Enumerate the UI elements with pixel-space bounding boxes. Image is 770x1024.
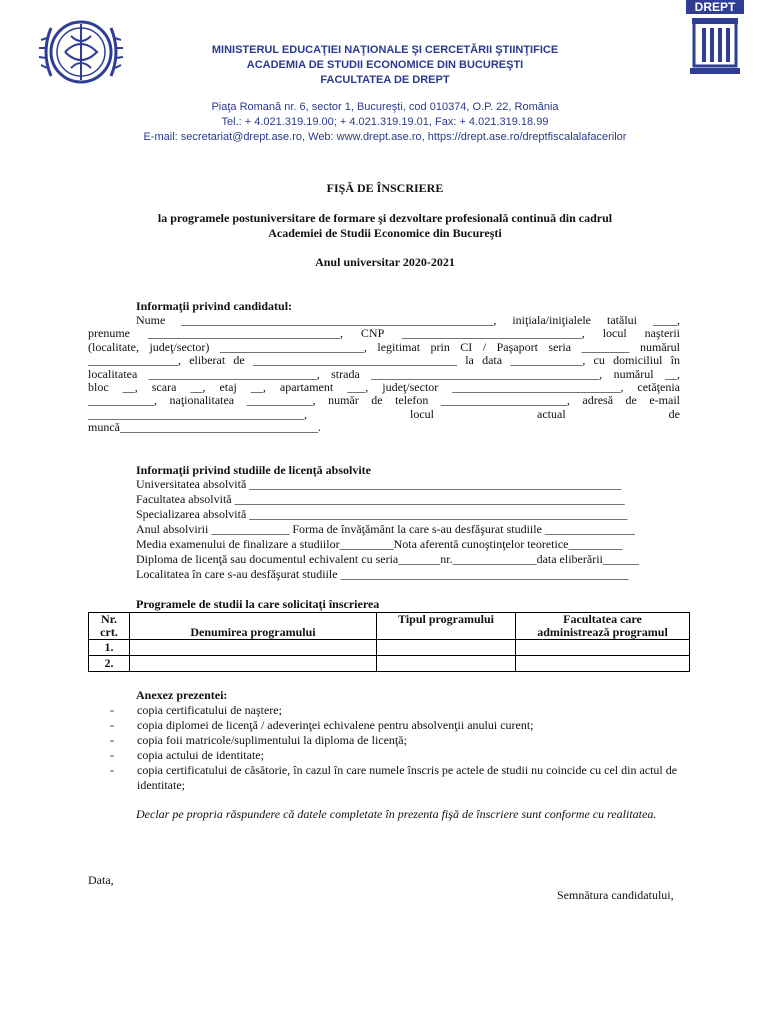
candidate-heading: Informaţii privind candidatul: — [136, 299, 293, 313]
faculty-name: FACULTATEA DE DREPT — [320, 74, 450, 86]
list-dash: - — [110, 718, 114, 732]
annex-item-text: copia certificatului de naştere; — [137, 703, 282, 717]
list-dash: - — [110, 733, 114, 747]
table-header-row — [89, 613, 690, 640]
program-name-cell[interactable] — [130, 640, 377, 656]
list-dash: - — [110, 748, 114, 762]
candidate-line: _______________, eliberat de __________________________________ la data ____________, cu domiciliul în — [88, 354, 680, 368]
studies-line: Diploma de licenţă sau documentul echivalent cu seria_______nr.______________data eliberării______ — [136, 552, 639, 566]
signature-label: Semnătura candidatului, — [557, 888, 674, 902]
declaration-text: Declar pe propria răspundere că datele completate în prezenta fişă de înscriere sunt conforme cu realitatea. — [136, 807, 657, 821]
programs-heading: Programele de studii la care solicitaţi înscrierea — [136, 597, 380, 611]
studies-heading: Informaţii privind studiile de licenţă absolvite — [136, 463, 372, 477]
candidate-line: ___________, naţionalitatea ___________, număr de telefon _____________________, adresă de e-mail — [88, 394, 680, 408]
programs-table — [88, 612, 690, 672]
program-name-cell[interactable] — [130, 656, 377, 672]
col-faculty-label-2: administrează programul — [537, 625, 668, 639]
annex-list — [110, 703, 690, 793]
studies-line: Localitatea în care s-au desfăşurat studiile ________________________________________________ — [136, 567, 629, 581]
program-type-cell[interactable] — [377, 640, 516, 656]
phone-line: Tel.: + 4.021.319.19.00; + 4.021.319.19.01, Fax: + 4.021.319.18.99 — [221, 116, 549, 128]
annex-item-text: copia foii matricole/suplimentului la diploma de licenţă; — [137, 733, 407, 747]
program-faculty-cell[interactable] — [516, 640, 690, 656]
list-item — [110, 748, 690, 763]
academy-name: ACADEMIA DE STUDII ECONOMICE DIN BUCUREŞTI — [246, 59, 524, 71]
col-nr-label: Nr. — [101, 612, 117, 626]
candidate-line: bloc __, scara __, etaj __, apartament ___, judeţ/sector ____________________________, cetăţenia — [88, 380, 680, 394]
list-item — [110, 703, 690, 718]
candidate-line: Nume ____________________________________________________, iniţiala/iniţialele tatălui ____, — [136, 314, 680, 327]
date-label: Data, — [88, 873, 114, 887]
table-row — [89, 640, 690, 656]
annex-item-text: copia certificatului de căsătorie, în cazul în care numele înscris pe actele de studii nu coincide cu cel din actul de identitate; — [137, 763, 678, 792]
list-item — [110, 763, 690, 793]
ministry-name: MINISTERUL EDUCAŢIEI NAŢIONALE ŞI CERCETĂRII ŞTIINŢIFICE — [211, 44, 559, 56]
candidate-fields — [88, 314, 680, 435]
studies-line: Media examenului de finalizare a studiilor_________Nota aferentă cunoştinţelor teoretice_________ — [136, 537, 623, 551]
annex-item-text: copia diplomei de licenţă / adeverinţei echivalene pentru absolvenţii anului curent; — [137, 718, 534, 732]
form-title: FIŞĂ DE ÎNSCRIERE — [326, 181, 444, 195]
contact-line: E-mail: secretariat@drept.ase.ro, Web: www.drept.ase.ro, https://drept.ase.ro/dreptfiscalalafacerilor — [143, 131, 627, 143]
academic-year: Anul universitar 2020-2021 — [315, 255, 455, 269]
form-subtitle-2: Academiei de Studii Economice din Bucureşti — [268, 226, 502, 240]
form-subtitle-1: la programele postuniversitare de formare şi dezvoltare profesională continuă din cadrul — [157, 211, 613, 225]
address-line: Piaţa Romană nr. 6, sector 1, Bucureşti, cod 010374, O.P. 22, România — [211, 101, 559, 113]
list-item — [110, 733, 690, 748]
list-dash: - — [110, 703, 114, 717]
col-program-name: Denumirea programului — [130, 613, 377, 640]
studies-line: Universitatea absolvită ______________________________________________________________ — [136, 477, 622, 491]
candidate-line: muncă_________________________________. — [88, 421, 321, 435]
program-faculty-cell[interactable] — [516, 656, 690, 672]
studies-line: Specializarea absolvită _______________________________________________________________ — [136, 507, 628, 521]
studies-line: Anul absolvirii _____________ Forma de învăţământ la care s-au desfăşurat studiile _______________ — [136, 522, 635, 536]
col-program-type: Tipul programului — [377, 613, 516, 640]
logo-drept-text: DREPT — [694, 0, 736, 14]
studies-line: Facultatea absolvită _________________________________________________________________ — [136, 492, 625, 506]
row-number: 2. — [89, 656, 130, 672]
candidate-line: ____________________________________, locul actual de — [88, 407, 680, 421]
candidate-line: prenume ________________________________, CNP ______________________________, locul naşterii — [88, 327, 680, 341]
list-item — [110, 718, 690, 733]
annex-item-text: copia actului de identitate; — [137, 748, 264, 762]
annex-heading: Anexez prezentei: — [136, 688, 228, 702]
candidate-line: localitatea ____________________________, strada ______________________________________, numărul __, — [88, 367, 680, 381]
candidate-line: (localitate, judeţ/sector) ________________________, legitimat prin CI / Paşaport seria ________ numărul — [88, 340, 680, 354]
row-number: 1. — [89, 640, 130, 656]
list-dash: - — [110, 763, 114, 777]
col-faculty-label-1: Facultatea care — [563, 612, 642, 626]
col-crt-label: crt. — [100, 625, 118, 639]
table-row — [89, 656, 690, 672]
program-type-cell[interactable] — [377, 656, 516, 672]
